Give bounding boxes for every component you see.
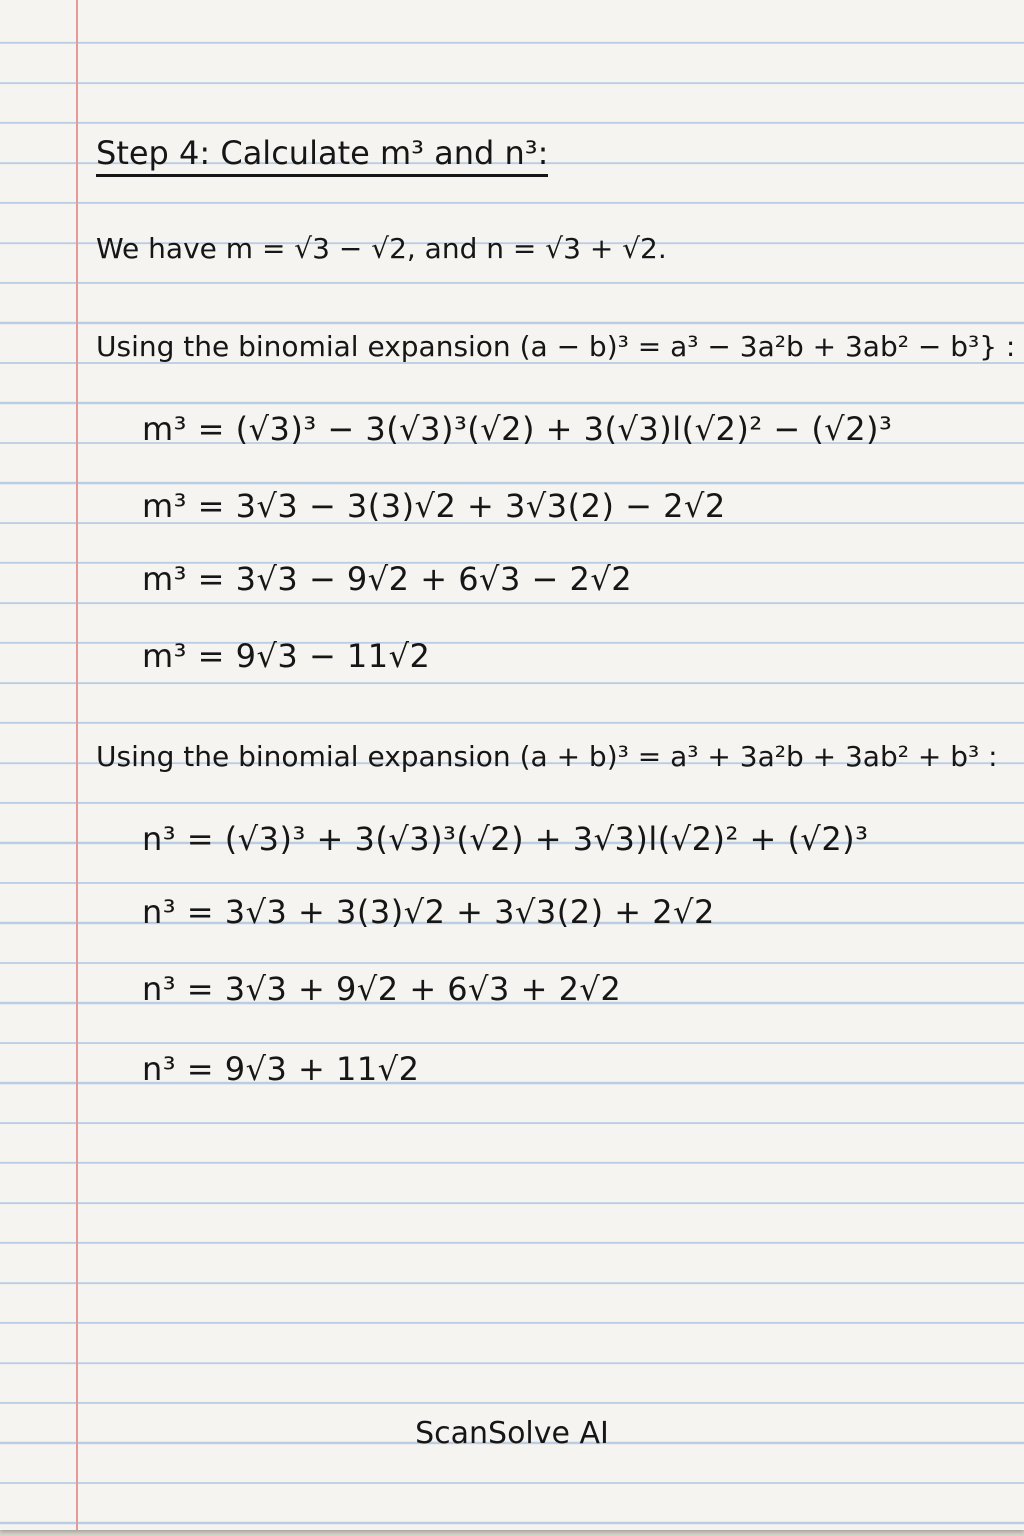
footer-brand: ScanSolve AI bbox=[415, 1416, 609, 1451]
step-heading: Step 4: Calculate m³ and n³: bbox=[96, 134, 548, 177]
section-1-heading: Using the binomial expansion (a − b)³ = a³ − 3a²b + 3ab² − b³} : bbox=[96, 330, 1016, 363]
equation-line: m³ = (√3)³ − 3(√3)³(√2) + 3(√3)l(√2)² − (√2)³ bbox=[142, 410, 893, 448]
intro-text: We have m = √3 − √2, and n = √3 + √2. bbox=[96, 232, 667, 265]
equation-line: m³ = 3√3 − 9√2 + 6√3 − 2√2 bbox=[142, 560, 633, 598]
equation-line: m³ = 9√3 − 11√2 bbox=[142, 637, 431, 675]
equation-line: n³ = (√3)³ + 3(√3)³(√2) + 3√3)l(√2)² + (√2)³ bbox=[142, 820, 869, 858]
equation-line: m³ = 3√3 − 3(3)√2 + 3√3(2) − 2√2 bbox=[142, 487, 726, 525]
margin-line bbox=[76, 0, 78, 1530]
equation-line: n³ = 3√3 + 3(3)√2 + 3√3(2) + 2√2 bbox=[142, 893, 715, 931]
equation-line: n³ = 9√3 + 11√2 bbox=[142, 1050, 420, 1088]
equation-line: n³ = 3√3 + 9√2 + 6√3 + 2√2 bbox=[142, 970, 622, 1008]
section-2-heading: Using the binomial expansion (a + b)³ = a³ + 3a²b + 3ab² + b³ : bbox=[96, 740, 998, 773]
